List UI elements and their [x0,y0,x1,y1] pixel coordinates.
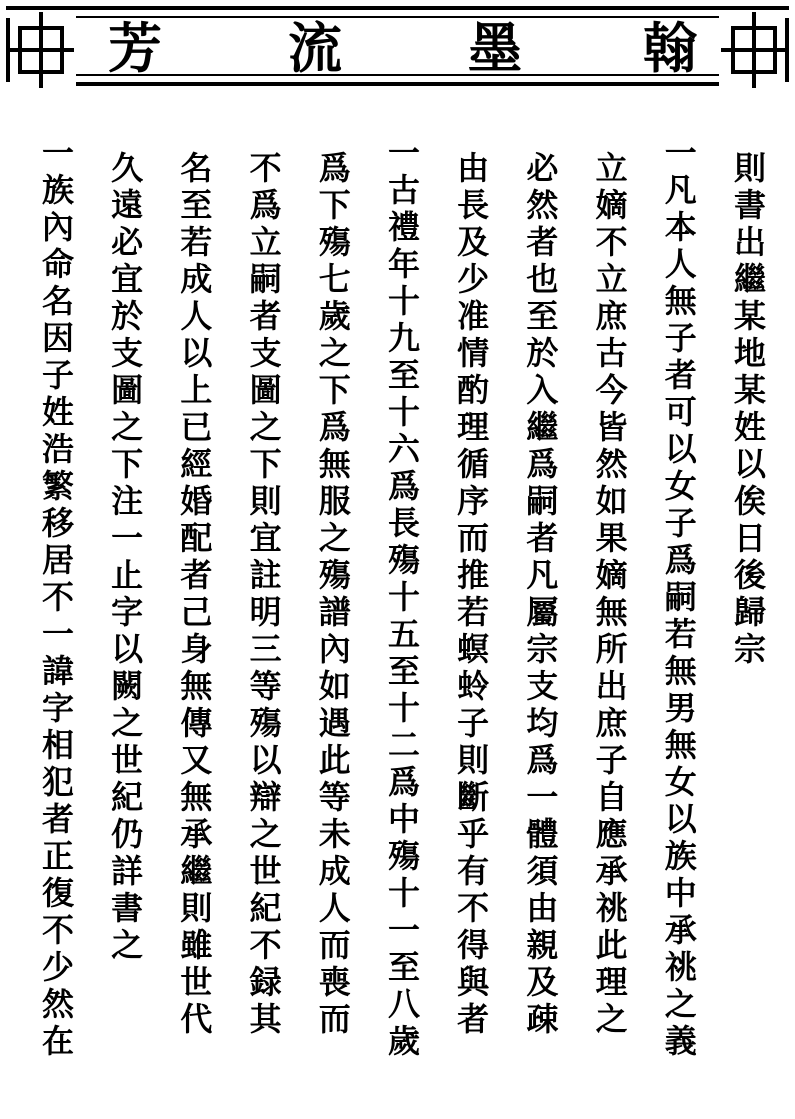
text-char: 己 [180,593,213,631]
text-char: 立 [595,149,628,187]
text-char: 疎 [526,1000,559,1038]
text-char: 得 [457,926,490,964]
text-char: 姓 [733,408,766,446]
text-char: 序 [457,482,490,520]
text-char: 入 [526,371,559,409]
text-char: 理 [595,963,628,1001]
text-char: 人 [318,889,351,927]
text-char: 者 [249,297,282,335]
text-char: 少 [457,260,490,298]
text-char: 者 [526,519,559,557]
title-banner [6,6,789,86]
text-column [384,135,424,1060]
text-char: 等 [318,778,351,816]
text-char: 無 [180,667,213,705]
text-char: 者 [457,1000,490,1038]
text-char: 無 [595,593,628,631]
text-char: 有 [457,852,490,890]
text-char: 立 [249,223,282,261]
text-char: 九 [387,319,420,357]
text-char: 嫡 [595,556,628,594]
text-char: 庶 [595,297,628,335]
text-char: 凡 [526,556,559,594]
text-char: 之 [249,408,282,446]
text-char: 於 [526,334,559,372]
text-char: 已 [180,408,213,446]
text-char: 螟 [457,630,490,668]
text-char: 如 [595,482,628,520]
text-char: 闕 [111,667,144,705]
text-char: 至 [387,652,420,690]
text-char: 乎 [457,815,490,853]
text-char: 爲 [526,445,559,483]
text-char: 傳 [180,704,213,742]
text-char: 若 [664,615,697,653]
text-char: 之 [111,704,144,742]
text-char: 禮 [387,208,420,246]
text-column [246,150,286,1038]
text-char: 之 [249,815,282,853]
text-char: 七 [318,260,351,298]
text-column [661,135,701,1060]
text-char: 代 [180,1000,213,1038]
text-char: 及 [457,223,490,261]
text-char: 不 [249,149,282,187]
text-char: 支 [526,667,559,705]
text-char: 子 [595,741,628,779]
fret-ornament-left-icon [6,10,76,90]
text-char: 在 [41,1022,74,1060]
text-char: 繼 [733,260,766,298]
text-char: 一 [111,519,144,557]
text-char: 嗣 [526,482,559,520]
text-char: 喪 [318,963,351,1001]
text-char: 由 [457,149,490,187]
text-char: 者 [526,223,559,261]
text-char: 不 [249,926,282,964]
text-char: 體 [526,815,559,853]
text-char: 所 [595,630,628,668]
text-char: 祧 [664,948,697,986]
text-char: 之 [111,926,144,964]
text-char: 本 [664,208,697,246]
text-char: 成 [318,852,351,890]
text-char: 以 [180,334,213,372]
text-char: 承 [664,911,697,949]
text-char: 然 [526,186,559,224]
text-char: 世 [111,741,144,779]
text-char: 殤 [318,556,351,594]
text-char: 相 [41,726,74,764]
text-char: 明 [249,593,282,631]
fret-ornament-right-icon [719,10,789,90]
text-char: 宜 [111,260,144,298]
text-char: 中 [664,874,697,912]
text-char: 之 [595,1000,628,1038]
text-column [522,150,562,1038]
text-char: 繼 [180,852,213,890]
text-char: 出 [595,667,628,705]
text-char: 年 [387,245,420,283]
text-char: 之 [318,334,351,372]
text-char: 上 [180,371,213,409]
text-char: 詳 [111,852,144,890]
text-char: 不 [41,911,74,949]
text-char: 十 [387,393,420,431]
text-char: 與 [457,963,490,1001]
text-char: 宗 [733,630,766,668]
text-char: 注 [111,482,144,520]
text-char: 均 [526,704,559,742]
text-char: 歲 [318,297,351,335]
text-column [38,135,78,1060]
text-char: 族 [41,171,74,209]
text-char: 少 [41,948,74,986]
text-char: 圖 [111,371,144,409]
text-column [176,150,216,1038]
text-char: 則 [180,889,213,927]
text-char: 以 [664,800,697,838]
text-char: 殤 [387,837,420,875]
text-char: 然 [595,445,628,483]
text-char: 以 [111,630,144,668]
text-char: 祧 [595,889,628,927]
text-char: 無 [318,445,351,483]
text-char: 以 [249,741,282,779]
text-char: 人 [180,297,213,335]
text-char: 循 [457,445,490,483]
text-char: 爲 [318,149,351,187]
text-char: 可 [664,393,697,431]
text-char: 無 [664,282,697,320]
text-char: 二 [387,726,420,764]
title-char-3: 墨 [468,16,522,80]
text-char: 遇 [318,704,351,742]
text-char: 須 [526,852,559,890]
text-char: 自 [595,778,628,816]
text-char: 一 [41,615,74,653]
text-char: 譜 [318,593,351,631]
text-char: 殤 [387,541,420,579]
text-char: 不 [457,889,490,927]
text-char: 而 [457,519,490,557]
text-char: 復 [41,874,74,912]
text-char: 立 [595,260,628,298]
text-char: 正 [41,837,74,875]
text-char: 圖 [249,371,282,409]
text-char: 名 [41,282,74,320]
text-char: 雖 [180,926,213,964]
text-char: 由 [526,889,559,927]
text-char: 紀 [111,778,144,816]
text-char: 而 [318,1000,351,1038]
text-char: 字 [41,689,74,727]
text-char: 也 [526,260,559,298]
text-char: 庶 [595,704,628,742]
text-char: 浩 [41,430,74,468]
text-char: 長 [387,504,420,542]
text-char: 必 [526,149,559,187]
text-char: 義 [664,1022,697,1060]
text-char: 八 [387,985,420,1023]
text-char: 必 [111,223,144,261]
text-char: 六 [387,430,420,468]
text-char: 犯 [41,763,74,801]
text-char: 三 [249,630,282,668]
text-char: 於 [111,297,144,335]
text-char: 古 [595,334,628,372]
text-column [107,150,147,964]
text-char: 字 [111,593,144,631]
text-char: 繼 [526,408,559,446]
text-char: 又 [180,741,213,779]
text-char: 因 [41,319,74,357]
text-char: 族 [664,837,697,875]
text-char: 不 [595,223,628,261]
text-char: 無 [664,652,697,690]
text-char: 下 [318,371,351,409]
text-char: 宜 [249,519,282,557]
text-char: 十 [387,282,420,320]
text-char: 一 [387,134,420,172]
text-char: 女 [664,467,697,505]
text-char: 紀 [249,889,282,927]
text-char: 則 [249,482,282,520]
text-char: 服 [318,482,351,520]
text-char: 承 [595,852,628,890]
text-char: 無 [664,726,697,764]
text-char: 應 [595,815,628,853]
text-char: 以 [733,445,766,483]
text-char: 書 [111,889,144,927]
text-char: 若 [180,223,213,261]
text-char: 蛉 [457,667,490,705]
text-char: 配 [180,519,213,557]
text-char: 一 [387,911,420,949]
text-char: 酌 [457,371,490,409]
text-char: 爲 [318,408,351,446]
text-char: 之 [111,408,144,446]
text-char: 世 [249,852,282,890]
text-char: 久 [111,149,144,187]
text-char: 一 [41,134,74,172]
text-char: 內 [318,630,351,668]
text-char: 若 [457,593,490,631]
text-char: 辯 [249,778,282,816]
text-char: 某 [733,371,766,409]
text-char: 某 [733,297,766,335]
text-char: 古 [387,171,420,209]
text-char: 如 [318,667,351,705]
text-char: 姓 [41,393,74,431]
text-char: 無 [180,778,213,816]
text-char: 名 [180,149,213,187]
text-char: 歸 [733,593,766,631]
text-char: 而 [318,926,351,964]
text-char: 爲 [526,741,559,779]
text-char: 後 [733,556,766,594]
text-char: 之 [318,519,351,557]
text-char: 十 [387,689,420,727]
text-char: 長 [457,186,490,224]
text-char: 繁 [41,467,74,505]
text-char: 仍 [111,815,144,853]
text-char: 及 [526,963,559,1001]
text-char: 以 [664,430,697,468]
text-char: 殤 [249,704,282,742]
text-char: 身 [180,630,213,668]
text-char: 則 [733,149,766,187]
text-char: 居 [41,541,74,579]
text-char: 遠 [111,186,144,224]
text-char: 下 [111,445,144,483]
text-char: 其 [249,1000,282,1038]
title-char-2: 流 [288,16,342,80]
text-char: 爲 [387,763,420,801]
text-char: 親 [526,926,559,964]
text-column [730,150,770,668]
text-char: 不 [41,578,74,616]
text-char: 出 [733,223,766,261]
text-column [592,150,632,1038]
text-char: 凡 [664,171,697,209]
title-char-1: 芳 [108,16,162,80]
text-char: 至 [387,356,420,394]
text-column [315,150,355,1038]
text-char: 情 [457,334,490,372]
text-char: 子 [41,356,74,394]
text-char: 諱 [41,652,74,690]
title-char-4: 翰 [643,16,697,80]
text-char: 十 [387,874,420,912]
text-char: 未 [318,815,351,853]
text-char: 此 [595,926,628,964]
text-char: 支 [111,334,144,372]
text-char: 今 [595,371,628,409]
text-char: 殤 [318,223,351,261]
text-char: 嫡 [595,186,628,224]
text-char: 俟 [733,482,766,520]
text-char: 宗 [526,630,559,668]
text-char: 則 [457,741,490,779]
text-char: 下 [318,186,351,224]
text-char: 世 [180,963,213,1001]
text-char: 嗣 [249,260,282,298]
text-char: 書 [733,186,766,224]
text-char: 內 [41,208,74,246]
text-char: 中 [387,800,420,838]
text-char: 至 [526,297,559,335]
text-char: 經 [180,445,213,483]
text-char: 止 [111,556,144,594]
text-char: 命 [41,245,74,283]
text-char: 果 [595,519,628,557]
text-char: 日 [733,519,766,557]
text-char: 婚 [180,482,213,520]
text-char: 之 [664,985,697,1023]
text-char: 子 [457,704,490,742]
text-char: 移 [41,504,74,542]
text-char: 子 [664,319,697,357]
text-char: 至 [387,948,420,986]
text-char: 男 [664,689,697,727]
text-char: 爲 [387,467,420,505]
text-char: 歲 [387,1022,420,1060]
text-char: 者 [180,556,213,594]
text-char: 爲 [664,541,697,579]
text-char: 十 [387,578,420,616]
text-char: 理 [457,408,490,446]
text-column [453,150,493,1038]
text-char: 嗣 [664,578,697,616]
text-char: 人 [664,245,697,283]
text-char: 爲 [249,186,282,224]
text-char: 註 [249,556,282,594]
text-char: 下 [249,445,282,483]
text-char: 推 [457,556,490,594]
text-char: 支 [249,334,282,372]
text-char: 者 [41,800,74,838]
text-char: 成 [180,260,213,298]
text-char: 五 [387,615,420,653]
text-char: 者 [664,356,697,394]
text-char: 至 [180,186,213,224]
text-char: 一 [664,134,697,172]
text-char: 録 [249,963,282,1001]
text-char: 承 [180,815,213,853]
text-char: 然 [41,985,74,1023]
text-char: 地 [733,334,766,372]
text-char: 此 [318,741,351,779]
text-char: 皆 [595,408,628,446]
text-char: 子 [664,504,697,542]
text-char: 斷 [457,778,490,816]
text-char: 女 [664,763,697,801]
text-char: 屬 [526,593,559,631]
text-char: 准 [457,297,490,335]
text-char: 一 [526,778,559,816]
text-char: 等 [249,667,282,705]
